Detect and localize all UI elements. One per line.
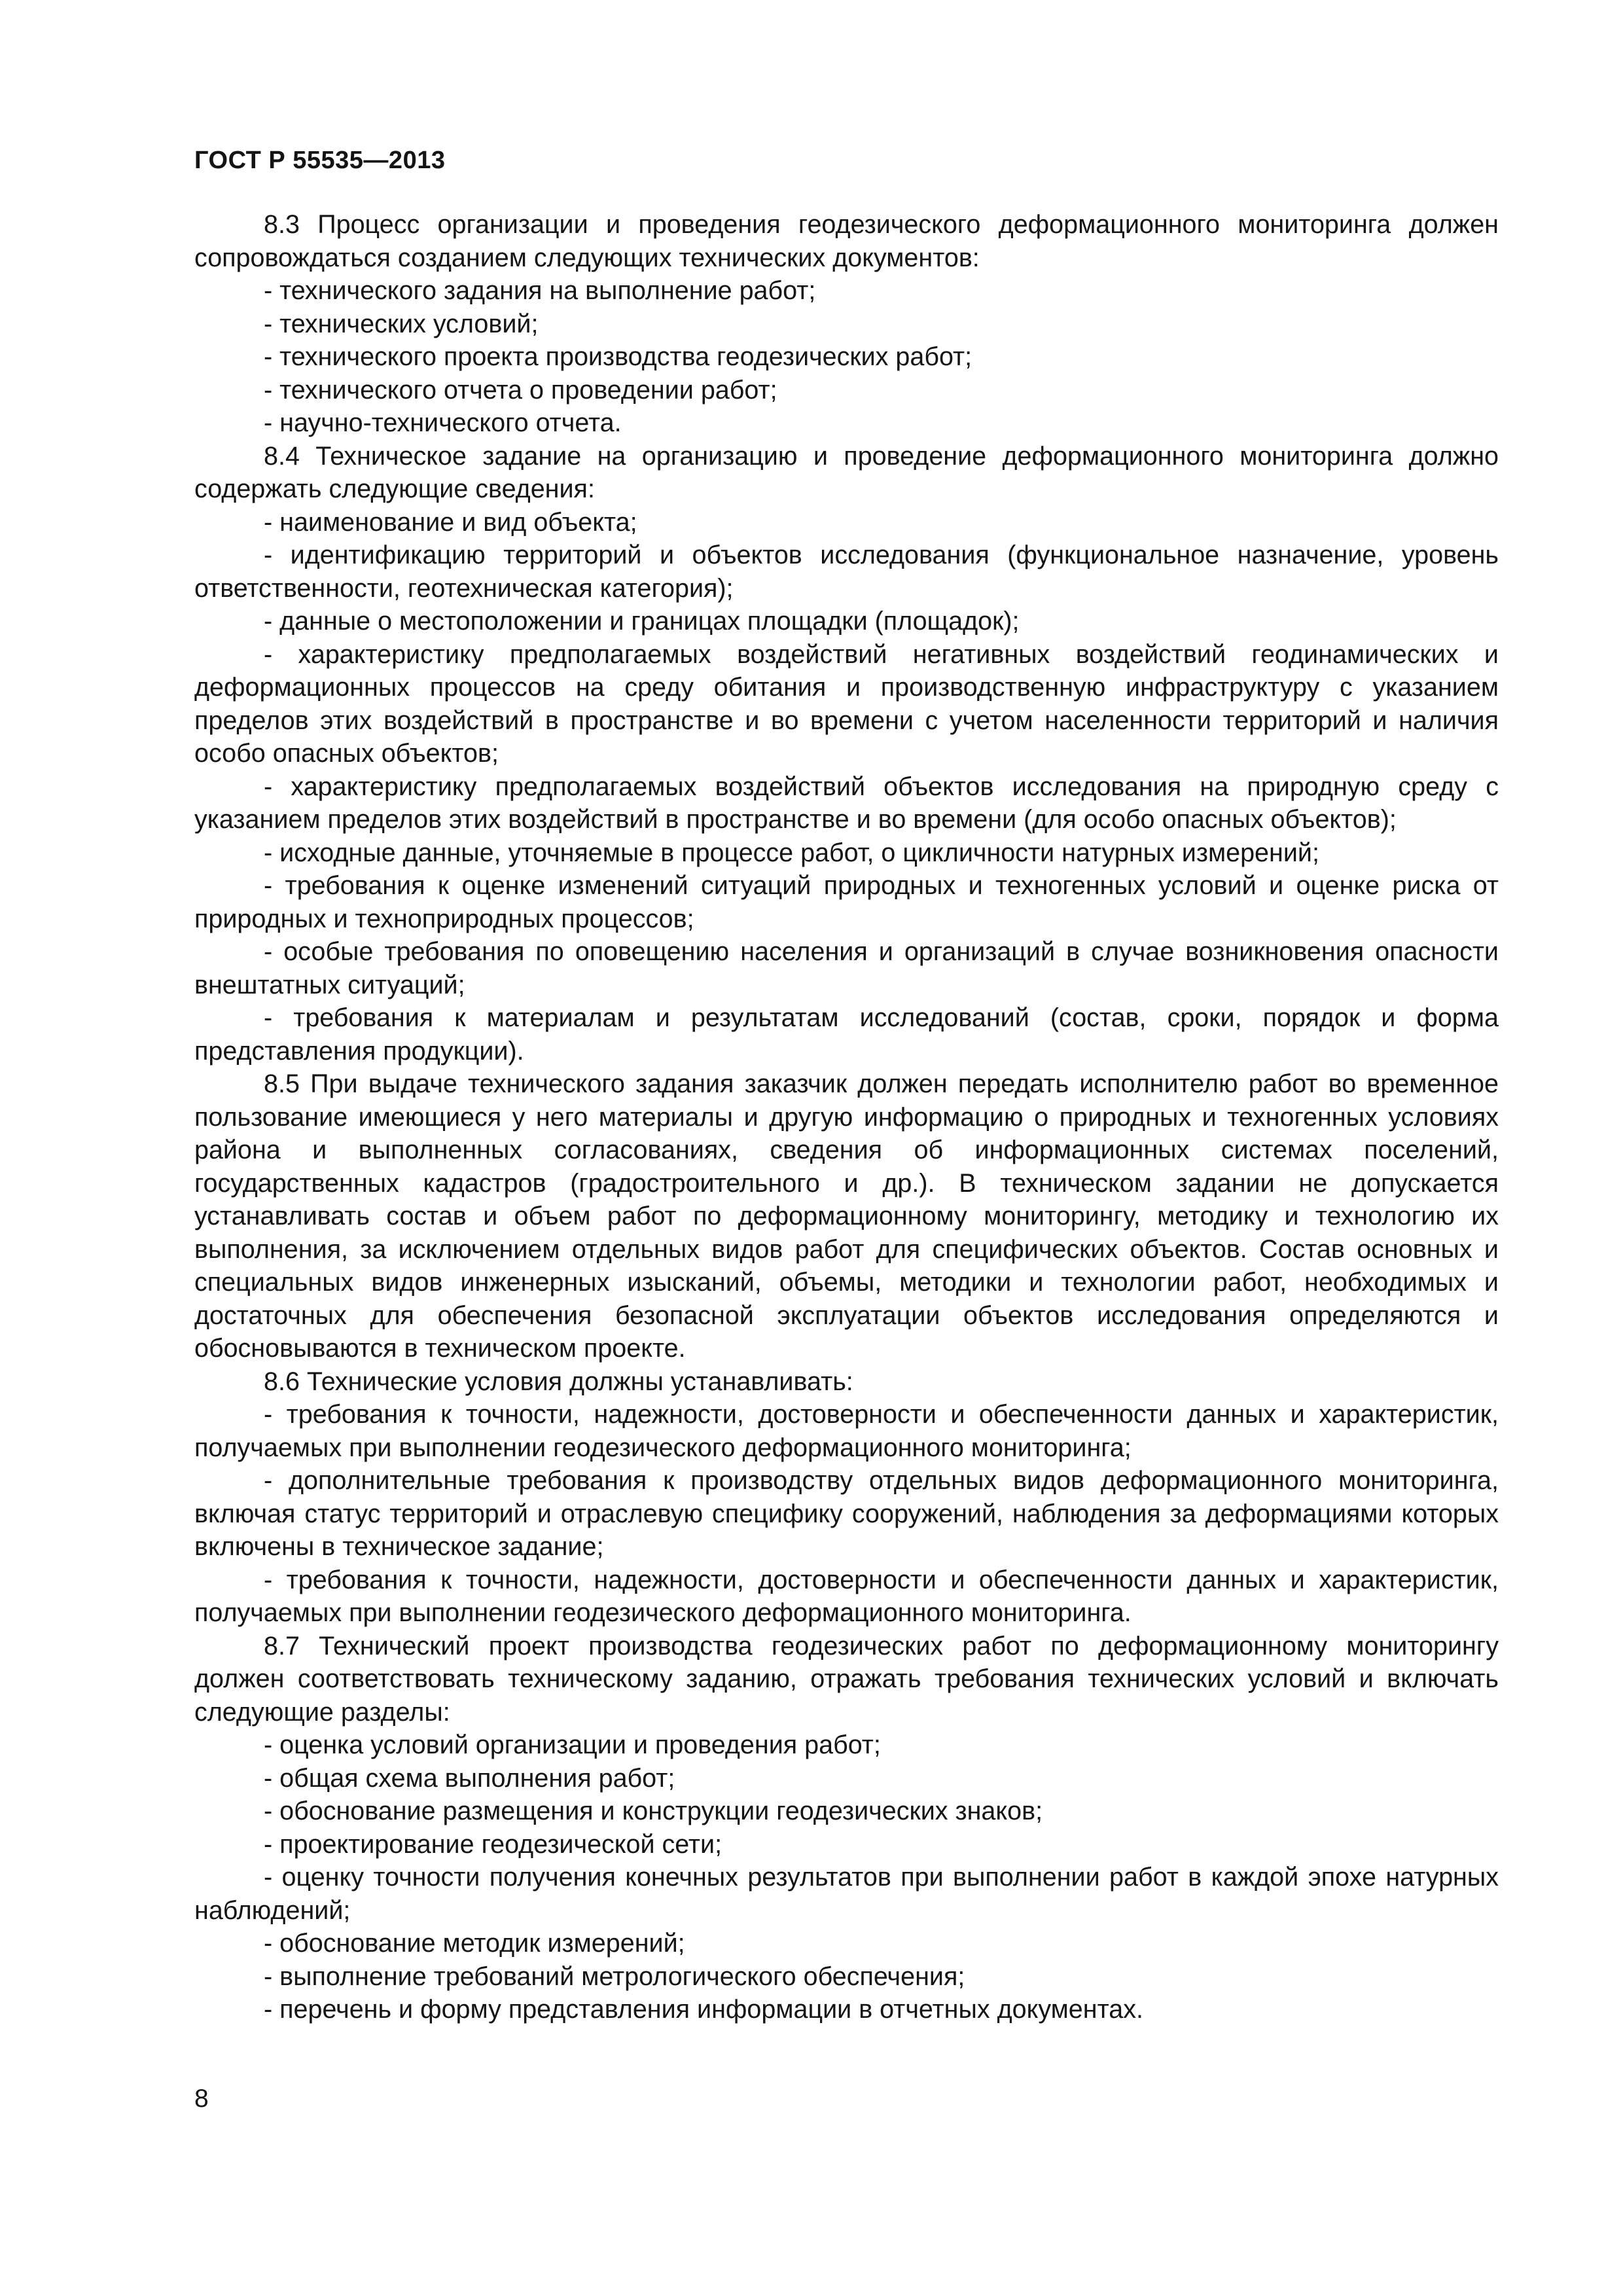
list-item: - перечень и форму представления информации в отчетных документах. [264, 1995, 1143, 2024]
list-item: - наименование и вид объекта; [264, 507, 637, 537]
section-8-5-paragraph: 8.5 При выдаче технического задания заказчик должен передать исполнителю работ во временное пользование имеющиеся у него материалы и другую информацию о природных и техногенных условиях района и выполненных согласованиях, сведения об информационных системах поселений, государственных кадастров (градостроительного и др.). В техническом задании не допускается устанавливать состав и объем работ по деформационному мониторингу, методику и технологию их выполнения, за исключением отдельных видов работ для специфических объектов. Состав основных и специальных видов инженерных изысканий, объемы, методики и технологии работ, необходимых и достаточных для обеспечения безопасной эксплуатации объектов исследования определяются и обосновываются в техническом проекте. [194, 1069, 1499, 1363]
section-8-6-intro: 8.6 Технические условия должны устанавливать: [264, 1367, 853, 1396]
list-item: - оценку точности получения конечных результатов при выполнении работ в каждой эпохе натурных наблюдений; [194, 1863, 1499, 1925]
list-item: - характеристику предполагаемых воздействий объектов исследования на природную среду с указанием пределов этих воздействий в пространстве и во времени (для особо опасных объектов); [194, 772, 1499, 834]
list-item: - обоснование размещения и конструкции геодезических знаков; [264, 1797, 1043, 1825]
list-item: - дополнительные требования к производству отдельных видов деформационного мониторинга, включая статус территорий и отраслевую специфику сооружений, наблюдения за деформациями которых включены в техническое задание; [194, 1466, 1499, 1561]
list-item: - требования к оценке изменений ситуаций природных и техногенных условий и оценке риска от природных и техноприродных процессов; [194, 871, 1499, 933]
list-item: - научно-технического отчета. [264, 408, 622, 437]
section-8-7-intro: 8.7 Технический проект производства геодезических работ по деформационному мониторингу должен соответствовать техническому заданию, отражать требования технических условий и включать следующие разделы: [194, 1631, 1499, 1727]
list-item: - требования к точности, надежности, достоверности и обеспеченности данных и характеристик, получаемых при выполнении геодезического деформационного мониторинга; [194, 1400, 1499, 1462]
list-item: - идентификацию территорий и объектов исследования (функциональное назначение, уровень ответственности, геотехническая категория); [194, 541, 1499, 603]
list-item: - характеристику предполагаемых воздействий негативных воздействий геодинамических и деформационных процессов на среду обитания и производственную инфраструктуру с указанием пределов этих воздействий в пространстве и во времени с учетом населенности территорий и наличия особо опасных объектов; [194, 639, 1499, 768]
list-item: - обоснование методик измерений; [264, 1929, 685, 1958]
standard-code-header: ГОСТ Р 55535—2013 [194, 147, 446, 174]
list-item: - выполнение требований метрологического обеспечения; [264, 1962, 965, 1991]
document-body [194, 208, 1499, 2026]
list-item: - технического задания на выполнение работ; [264, 276, 816, 305]
list-item: - технического проекта производства геодезических работ; [264, 342, 972, 371]
page-number: 8 [194, 2085, 209, 2113]
list-item: - проектирование геодезической сети; [264, 1829, 722, 1859]
list-item: - исходные данные, уточняемые в процессе работ, о цикличности натурных измерений; [264, 838, 1319, 867]
list-item: - общая схема выполнения работ; [264, 1763, 675, 1793]
section-8-4-intro: 8.4 Техническое задание на организацию и проведение деформационного мониторинга должно содержать следующие сведения: [194, 441, 1499, 503]
list-item: - данные о местоположении и границах площадки (площадок); [264, 607, 1020, 636]
list-item: - требования к материалам и результатам исследований (состав, сроки, порядок и форма представления продукции). [194, 1003, 1499, 1066]
list-item: - оценка условий организации и проведения работ; [264, 1731, 881, 1759]
list-item: - технического отчета о проведении работ; [264, 375, 777, 404]
list-item: - особые требования по оповещению населения и организаций в случае возникновения опасности внештатных ситуаций; [194, 937, 1499, 999]
list-item: - технических условий; [264, 309, 539, 338]
section-8-3-intro: 8.3 Процесс организации и проведения геодезического деформационного мониторинга должен сопровождаться созданием следующих технических документов: [194, 210, 1499, 272]
list-item: - требования к точности, надежности, достоверности и обеспеченности данных и характеристик, получаемых при выполнении геодезического деформационного мониторинга. [194, 1565, 1499, 1627]
